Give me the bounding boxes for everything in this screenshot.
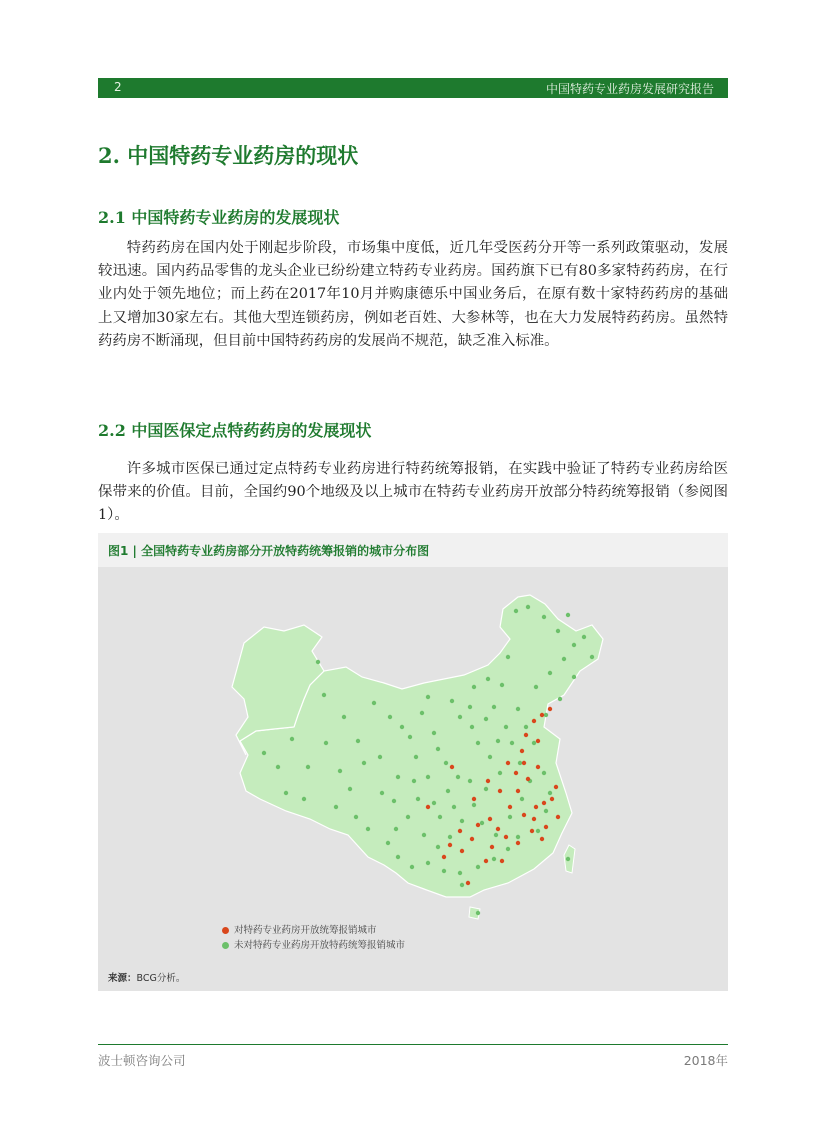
open-city-dot: [504, 835, 508, 839]
not-open-city-dot: [520, 797, 524, 801]
not-open-city-dot: [532, 741, 536, 745]
not-open-city-dot: [302, 797, 306, 801]
not-open-city-dot: [448, 835, 452, 839]
not-open-city-dot: [400, 725, 404, 729]
open-city-dot: [516, 841, 520, 845]
not-open-city-dot: [476, 865, 480, 869]
legend-item-open: [222, 922, 377, 936]
not-open-city-dot: [388, 715, 392, 719]
open-city-dot: [524, 733, 528, 737]
open-city-dot: [536, 739, 540, 743]
not-open-city-dot: [480, 821, 484, 825]
open-city-dot: [540, 837, 544, 841]
not-open-city-dot: [468, 705, 472, 709]
not-open-city-dot: [514, 609, 518, 613]
not-open-city-dot: [290, 737, 294, 741]
not-open-city-dot: [470, 725, 474, 729]
not-open-city-dot: [518, 761, 522, 765]
not-open-city-dot: [536, 829, 540, 833]
not-open-city-dot: [488, 755, 492, 759]
running-header: [98, 78, 728, 98]
not-open-city-dot: [504, 725, 508, 729]
not-open-city-dot: [476, 911, 480, 915]
not-open-city-dot: [322, 693, 326, 697]
not-open-city-dot: [306, 765, 310, 769]
not-open-city-dot: [432, 801, 436, 805]
not-open-city-dot: [544, 713, 548, 717]
not-open-city-dot: [558, 697, 562, 701]
not-open-city-dot: [496, 739, 500, 743]
not-open-city-dot: [420, 711, 424, 715]
not-open-city-dot: [456, 775, 460, 779]
not-open-city-dot: [572, 643, 576, 647]
not-open-city-dot: [472, 803, 476, 807]
open-city-dot: [514, 771, 518, 775]
not-open-city-dot: [432, 731, 436, 735]
not-open-city-dot: [566, 857, 570, 861]
not-open-city-dot: [494, 833, 498, 837]
open-city-dot: [490, 845, 494, 849]
not-open-city-dot: [498, 771, 502, 775]
not-open-city-dot: [276, 765, 280, 769]
paragraph-2-2: 许多城市医保已通过定点特药专业药房进行特药统筹报销，在实践中验证了特药专业药房给医保带来的价值。目前，全国约90个地级及以上城市在特药专业药房开放部分特药统筹报销（参阅图1）。: [98, 461, 728, 524]
open-city-dot: [536, 765, 540, 769]
open-city-dot: [460, 849, 464, 853]
not-open-city-dot: [508, 815, 512, 819]
not-open-city-dot: [450, 699, 454, 703]
figure-source: [108, 970, 185, 984]
not-open-city-dot: [562, 657, 566, 661]
not-open-city-dot: [408, 735, 412, 739]
not-open-city-dot: [458, 715, 462, 719]
not-open-city-dot: [392, 799, 396, 803]
not-open-city-dot: [526, 605, 530, 609]
open-city-dot: [544, 825, 548, 829]
not-open-city-dot: [544, 809, 548, 813]
open-city-dot: [554, 785, 558, 789]
not-open-city-dot: [486, 677, 490, 681]
not-open-city-dot: [476, 741, 480, 745]
not-open-city-dot: [484, 717, 488, 721]
not-open-city-dot: [422, 833, 426, 837]
footer-year: 2018年: [683, 1053, 728, 1068]
not-open-city-dot: [542, 771, 546, 775]
china-map: [98, 567, 728, 967]
not-open-city-dot: [442, 869, 446, 873]
open-city-dot: [426, 805, 430, 809]
figure-title-band: [98, 533, 728, 567]
not-open-city-dot: [516, 835, 520, 839]
open-city-dot: [458, 829, 462, 833]
open-city-dot: [556, 815, 560, 819]
open-city-dot: [542, 801, 546, 805]
open-city-dot: [516, 789, 520, 793]
not-open-city-dot: [446, 789, 450, 793]
open-city-dot: [488, 817, 492, 821]
legend-label-not-open: 未对特药专业药房开放特药统筹报销城市: [234, 940, 406, 951]
footer-divider: [98, 1044, 728, 1045]
section-title: 2. 中国特药专业药房的现状: [98, 143, 359, 168]
open-city-dot: [520, 749, 524, 753]
not-open-city-dot: [566, 613, 570, 617]
not-open-city-dot: [348, 787, 352, 791]
not-open-city-dot: [472, 685, 476, 689]
report-title: 中国特药专业药房发展研究报告: [545, 82, 714, 96]
not-open-city-dot: [436, 845, 440, 849]
not-open-city-dot: [436, 747, 440, 751]
open-city-dot: [500, 859, 504, 863]
not-open-city-dot: [458, 871, 462, 875]
not-open-city-dot: [426, 861, 430, 865]
not-open-city-dot: [506, 847, 510, 851]
not-open-city-dot: [460, 819, 464, 823]
not-open-city-dot: [396, 855, 400, 859]
not-open-city-dot: [334, 805, 338, 809]
open-city-dot: [496, 827, 500, 831]
open-city-dot: [532, 817, 536, 821]
not-open-city-dot: [316, 660, 320, 664]
not-open-city-dot: [492, 705, 496, 709]
not-open-city-dot: [354, 815, 358, 819]
not-open-city-dot: [362, 761, 366, 765]
open-city-dot: [484, 859, 488, 863]
legend-label-open: 对特药专业药房开放统筹报销城市: [234, 925, 377, 936]
not-open-city-dot: [572, 675, 576, 679]
open-city-dot: [530, 829, 534, 833]
not-open-city-dot: [386, 841, 390, 845]
page-number: 2: [114, 80, 122, 94]
not-open-city-dot: [484, 787, 488, 791]
legend-item-not-open: [222, 937, 405, 951]
source-text: BCG分析。: [136, 973, 186, 984]
open-city-dot: [466, 881, 470, 885]
not-open-city-dot: [426, 695, 430, 699]
not-open-city-dot: [412, 779, 416, 783]
open-city-dot: [498, 789, 502, 793]
open-city-dot: [450, 765, 454, 769]
not-open-city-dot: [378, 755, 382, 759]
not-open-city-dot: [548, 671, 552, 675]
open-city-dot: [442, 855, 446, 859]
not-open-city-dot: [534, 685, 538, 689]
source-label: 来源：: [108, 973, 137, 984]
not-open-city-dot: [438, 815, 442, 819]
not-open-city-dot: [406, 815, 410, 819]
subsection-title-2-2: 2.2 中国医保定点特药药房的发展现状: [98, 421, 372, 440]
paragraph-2-1: 特药药房在国内处于刚起步阶段，市场集中度低，近几年受医药分开等一系列政策驱动，发展较迅速。国内药品零售的龙头企业已纷纷建立特药专业药房。国药旗下已有80多家特药药房，在行业内处于领先地位；而上药在2017年10月并购康德乐中国业务后，在原有数十家特药药房的基础上又增加30家左右。其他大型连锁药房，例如老百姓、大参林等，也在大力发展特药药房。虽然特药药房不断涌现，但目前中国特药药房的发展尚不规范，缺乏准入标准。: [98, 240, 728, 349]
not-open-city-dot: [492, 857, 496, 861]
not-open-city-marker-icon: [222, 942, 229, 949]
open-city-dot: [506, 761, 510, 765]
not-open-city-dot: [556, 629, 560, 633]
not-open-city-dot: [426, 775, 430, 779]
footer-organization: 波士顿咨询公司: [98, 1053, 186, 1068]
open-city-dot: [472, 797, 476, 801]
not-open-city-dot: [452, 805, 456, 809]
not-open-city-dot: [380, 791, 384, 795]
not-open-city-dot: [372, 701, 376, 705]
open-city-dot: [448, 843, 452, 847]
not-open-city-dot: [416, 797, 420, 801]
not-open-city-dot: [366, 827, 370, 831]
figure-title: 图1 | 全国特药专业药房部分开放特药统筹报销的城市分布图: [108, 544, 430, 558]
not-open-city-dot: [542, 615, 546, 619]
open-city-dot: [486, 779, 490, 783]
open-city-dot: [550, 797, 554, 801]
not-open-city-dot: [582, 635, 586, 639]
not-open-city-dot: [342, 715, 346, 719]
figure-1: [98, 533, 728, 991]
not-open-city-dot: [396, 775, 400, 779]
not-open-city-dot: [410, 865, 414, 869]
not-open-city-dot: [284, 791, 288, 795]
not-open-city-dot: [460, 883, 464, 887]
not-open-city-dot: [262, 751, 266, 755]
not-open-city-dot: [548, 791, 552, 795]
not-open-city-dot: [506, 655, 510, 659]
open-city-dot: [522, 813, 526, 817]
not-open-city-dot: [394, 827, 398, 831]
not-open-city-dot: [338, 769, 342, 773]
not-open-city-dot: [590, 655, 594, 659]
open-city-dot: [548, 707, 552, 711]
not-open-city-dot: [444, 761, 448, 765]
open-city-dot: [532, 719, 536, 723]
open-city-dot: [508, 805, 512, 809]
not-open-city-dot: [356, 739, 360, 743]
open-city-marker-icon: [222, 927, 229, 934]
not-open-city-dot: [524, 725, 528, 729]
not-open-city-dot: [324, 741, 328, 745]
not-open-city-dot: [414, 755, 418, 759]
open-city-dot: [470, 837, 474, 841]
open-city-dot: [522, 761, 526, 765]
subsection-title-2-1: 2.1 中国特药专业药房的发展现状: [98, 208, 340, 227]
not-open-city-dot: [510, 741, 514, 745]
open-city-dot: [540, 713, 544, 717]
not-open-city-dot: [516, 707, 520, 711]
open-city-dot: [476, 823, 480, 827]
open-city-dot: [526, 777, 530, 781]
not-open-city-dot: [500, 683, 504, 687]
open-city-dot: [534, 805, 538, 809]
not-open-city-dot: [468, 779, 472, 783]
